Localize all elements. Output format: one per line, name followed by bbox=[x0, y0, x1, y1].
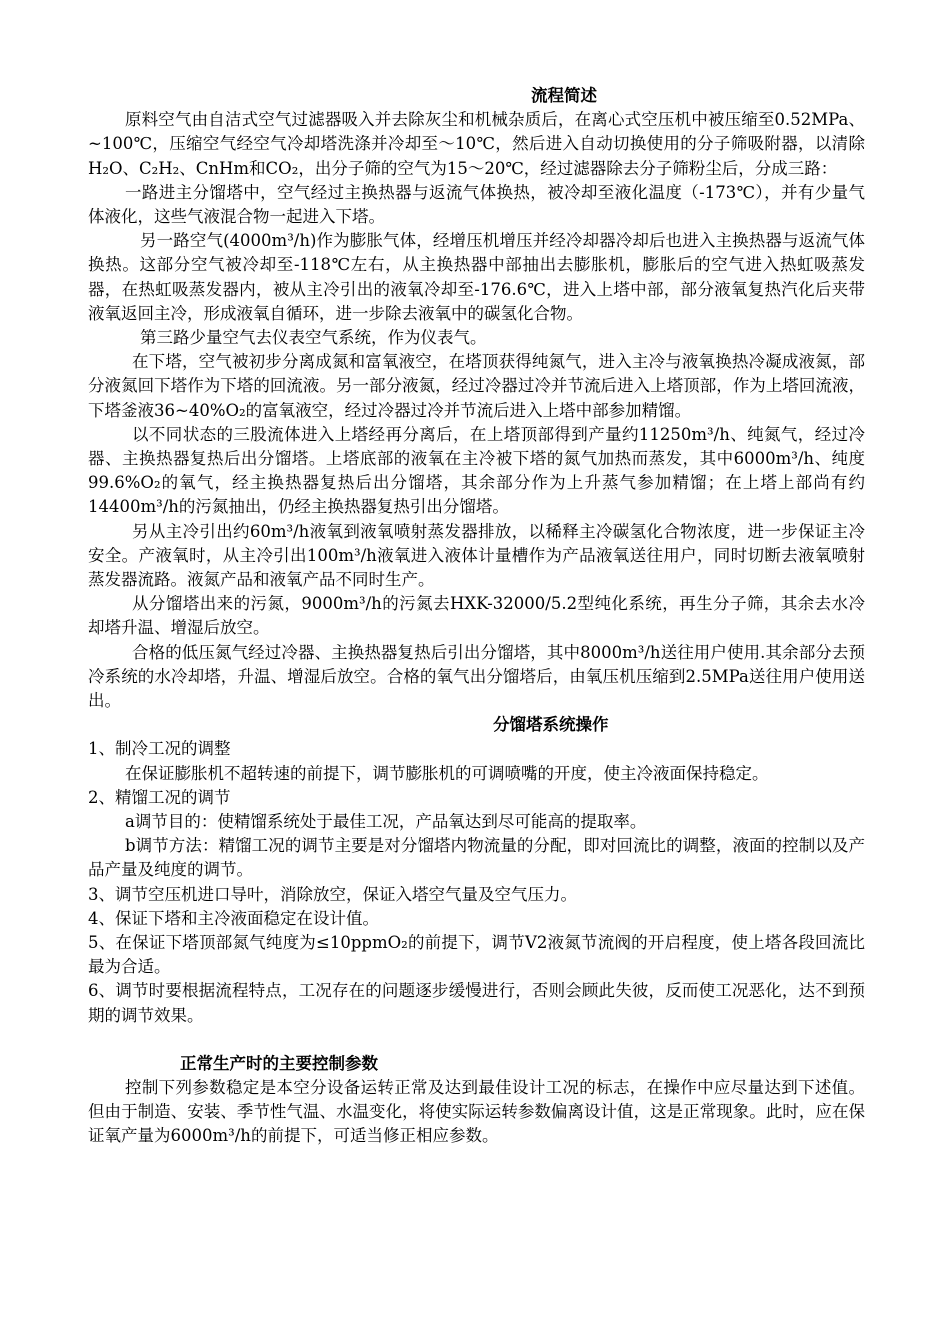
section-title-process: 流程简述 bbox=[531, 86, 597, 105]
paragraph: 原料空气由自洁式空气过滤器吸入并去除灰尘和机械杂质后，在离心式空压机中被压缩至0.52MPa、~100℃，压缩空气经空气冷却塔洗涤并冷却至～10℃，然后进入自动切换使用的分子筛吸附器，以清除H₂O、C₂H₂、CnHm和CO₂，出分子筛的空气为15～20℃，经过滤器除去分子筛粉尘后，分成三路： bbox=[88, 110, 865, 178]
sub-item: a调节目的：使精馏系统处于最佳工况，产品氧达到尽可能高的提取率。 bbox=[125, 812, 647, 832]
document-body bbox=[88, 84, 865, 1149]
sub-item: b调节方法：精馏工况的调节主要是对分馏塔内物流量的分配，即对回流比的调整，液面的控制以及产品产量及纯度的调节。 bbox=[88, 836, 865, 880]
list-item: 1、制冷工况的调整 bbox=[88, 739, 231, 759]
paragraph: 一路进主分馏塔中，空气经过主换热器与返流气体换热，被冷却至液化温度（-173℃），并有少量气体液化，这些气液混合物一起进入下塔。 bbox=[88, 182, 865, 226]
list-item: 2、精馏工况的调节 bbox=[88, 787, 231, 807]
paragraph: 在保证膨胀机不超转速的前提下，调节膨胀机的可调喷嘴的开度，使主冷液面保持稳定。 bbox=[125, 763, 769, 783]
section-title-operation: 分馏塔系统操作 bbox=[493, 715, 609, 735]
paragraph: 从分馏塔出来的污氮，9000m³/h的污氮去HXK-32000/5.2型纯化系统，再生分子筛，其余去水冷却塔升温、增湿后放空。 bbox=[88, 594, 865, 638]
section-title-parameters: 正常生产时的主要控制参数 bbox=[180, 1053, 378, 1073]
list-item: 6、调节时要根据流程特点，工况存在的问题逐步缓慢进行，否则会顾此失彼，反而使工况恶化，达不到预期的调节效果。 bbox=[88, 981, 865, 1025]
list-item: 3、调节空压机进口导叶，消除放空，保证入塔空气量及空气压力。 bbox=[88, 884, 577, 904]
list-item: 5、在保证下塔顶部氮气纯度为≤10ppmO₂的前提下，调节V2液氮节流阀的开启程度，使上塔各段回流比最为合适。 bbox=[88, 933, 865, 977]
list-item: 4、保证下塔和主冷液面稳定在设计值。 bbox=[88, 908, 379, 928]
paragraph: 另一路空气(4000m³/h)作为膨胀气体，经增压机增压并经冷却器冷却后也进入主换热器与返流气体换热。这部分空气被冷却至-118℃左右，从主换热器中部抽出去膨胀机，膨胀后的空气进入热虹吸蒸发器，在热虹吸蒸发器内，被从主冷引出的液氧冷却至-176.6℃，进入上塔中部，部分液氧复热汽化后夹带液氧返回主冷，形成液氧自循环，进一步除去液氧中的碳氢化合物。 bbox=[88, 231, 865, 323]
spacer bbox=[88, 1028, 865, 1052]
paragraph: 合格的低压氮气经过冷器、主换热器复热后引出分馏塔，其中8000m³/h送往用户使用.其余部分去预冷系统的水冷却塔，升温、增湿后放空。合格的氧气出分馏塔后，由氧压机压缩到2.5MPa送往用户使用送出。 bbox=[88, 642, 865, 711]
paragraph: 控制下列参数稳定是本空分设备运转正常及达到最佳设计工况的标志，在操作中应尽量达到下述值。但由于制造、安装、季节性气温、水温变化，将使实际运转参数偏离设计值，这是正常现象。此时，应在保证氧产量为6000m³/h的前提下，可适当修正相应参数。 bbox=[88, 1078, 865, 1146]
paragraph: 另从主冷引出约60m³/h液氧到液氧喷射蒸发器排放，以稀释主冷碳氢化合物浓度，进一步保证主冷安全。产液氧时，从主冷引出100m³/h液氧进入液体计量槽作为产品液氧送往用户，同时切断去液氧喷射蒸发器流路。液氮产品和液氧产品不同时生产。 bbox=[88, 521, 865, 590]
paragraph: 以不同状态的三股流体进入上塔经再分离后，在上塔顶部得到产量约11250m³/h、纯氮气，经过冷器、主换热器复热后出分馏塔。上塔底部的液氧在主冷被下塔的氮气加热而蒸发，其中6000m³/h、纯度99.6%O₂的氧气，经主换热器复热后出分馏塔，其余部分作为上升蒸气参加精馏；在上塔上部尚有约14400m³/h的污氮抽出，仍经主换热器复热引出分馏塔。 bbox=[88, 424, 865, 517]
paragraph: 第三路少量空气去仪表空气系统，作为仪表气。 bbox=[140, 328, 487, 348]
paragraph: 在下塔，空气被初步分离成氮和富氧液空，在塔顶获得纯氮气，进入主冷与液氧换热冷凝成液氮，部分液氮回下塔作为下塔的回流液。另一部分液氮，经过冷器过冷并节流后进入上塔顶部，作为上塔回流液，下塔釜液36~40%O₂的富氧液空，经过冷器过冷并节流后进入上塔中部参加精馏。 bbox=[88, 352, 865, 420]
